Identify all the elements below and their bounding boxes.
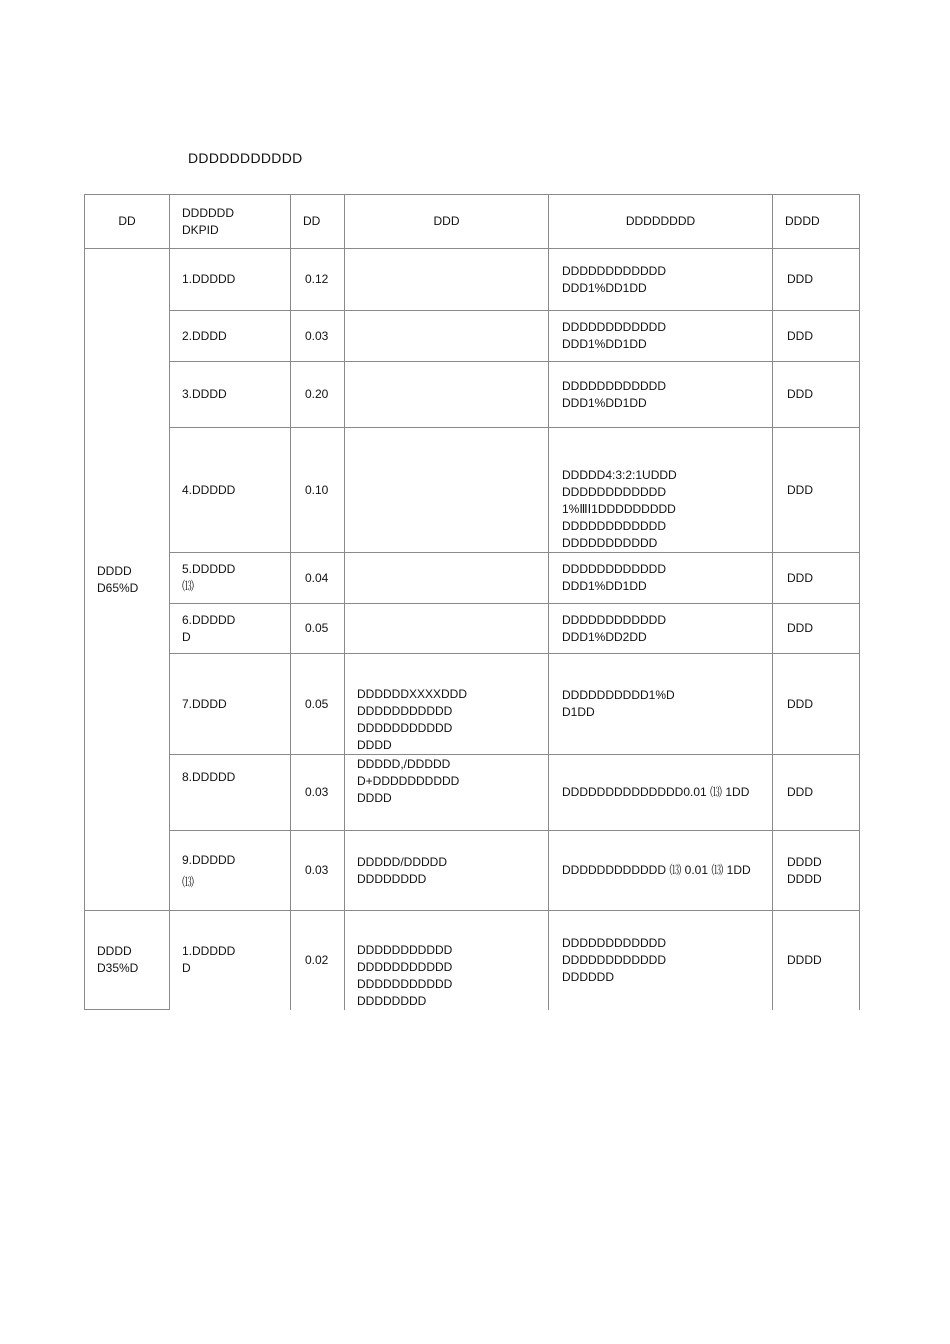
recorder-cell: DDD	[773, 755, 860, 831]
recorder-cell: DDD	[773, 553, 860, 604]
table-row	[85, 831, 860, 911]
standard-cell: DDDDDDDDDDDD DDD1%DD2DD	[549, 604, 773, 654]
table-row	[85, 428, 860, 553]
standard-cell: DDDDDDDDDDDD ⒀ 0.01 ⒀ 1DD	[549, 831, 773, 911]
definition-cell	[345, 249, 549, 311]
weight-cell: 0.20	[291, 362, 345, 428]
definition-cell: DDDDDDXXXXDDD DDDDDDDDDDD DDDDDDDDDDD DDDD	[345, 654, 549, 755]
recorder-cell: DDDD DDDD	[773, 831, 860, 911]
definition-cell	[345, 604, 549, 654]
weight-cell: 0.05	[291, 654, 345, 755]
recorder-cell: DDD	[773, 654, 860, 755]
definition-cell: DDDDD/DDDDD DDDDDDDD	[345, 831, 549, 911]
definition-cell: DDDDDDDDDDD DDDDDDDDDDD DDDDDDDDDDD DDDDDDDD	[345, 911, 549, 1010]
weight-cell: 0.04	[291, 553, 345, 604]
recorder-cell: DDD	[773, 428, 860, 553]
standard-cell: DDDDDDDDDDDD DDD1%DD1DD	[549, 311, 773, 362]
kpi-item-cell: 4.DDDDD	[170, 428, 291, 553]
kpi-item-cell: 2.DDDD	[170, 311, 291, 362]
table-row	[85, 654, 860, 755]
table-row	[85, 755, 860, 831]
kpi-item-cell: 6.DDDDD D	[170, 604, 291, 654]
definition-cell: DDDDD,/DDDDD D+DDDDDDDDDD DDDD	[345, 755, 549, 831]
recorder-cell: DDD	[773, 604, 860, 654]
kpi-item-cell: 1.DDDDD D	[170, 911, 291, 1010]
recorder-cell: DDD	[773, 311, 860, 362]
header-category: DD	[85, 195, 170, 249]
standard-cell: DDDDDDDDDDDD DDD1%DD1DD	[549, 553, 773, 604]
kpi-item-cell: 1.DDDDD	[170, 249, 291, 311]
table-row	[85, 362, 860, 428]
standard-cell: DDDDDDDDDDDD DDD1%DD1DD	[549, 362, 773, 428]
table-row	[85, 911, 860, 1010]
definition-cell	[345, 311, 549, 362]
standard-cell: DDDDDDDDDD1%D D1DD	[549, 654, 773, 755]
kpi-item-cell: 8.DDDDD	[170, 755, 291, 831]
table-row	[85, 604, 860, 654]
table-row	[85, 249, 860, 311]
kpi-item-cell: 9.DDDDD ⒀	[170, 831, 291, 911]
header-standard: DDDDDDDD	[549, 195, 773, 249]
kpi-item-cell: 3.DDDD	[170, 362, 291, 428]
table-row	[85, 553, 860, 604]
definition-cell	[345, 428, 549, 553]
standard-cell: DDDDDDDDDDDD DDDDDDDDDDDD DDDDDD	[549, 911, 773, 1010]
recorder-cell: DDD	[773, 249, 860, 311]
header-weight: DD	[291, 195, 345, 249]
weight-cell: 0.05	[291, 604, 345, 654]
kpi-table	[84, 194, 860, 1010]
table-row	[85, 311, 860, 362]
standard-cell: DDDDDDDDDDDD DDD1%DD1DD	[549, 249, 773, 311]
category-cell: DDDD D35%D	[85, 911, 170, 1010]
table-header-row	[85, 195, 860, 249]
category-cell: DDDD D65%D	[85, 249, 170, 911]
header-kpi-item: DDDDDD DKPID	[170, 195, 291, 249]
standard-cell: DDDDDDDDDDDDDD0.01 ⒀ 1DD	[549, 755, 773, 831]
document-title: DDDDDDDDDDD	[188, 150, 303, 166]
kpi-item-cell: 5.DDDDD ⒀	[170, 553, 291, 604]
weight-cell: 0.02	[291, 911, 345, 1010]
weight-cell: 0.03	[291, 311, 345, 362]
standard-cell: DDDDD4:3:2:1UDDD DDDDDDDDDDDD 1%ⅢⅠ1DDDDDDDDD DDDDDDDDDDDD DDDDDDDDDDD	[549, 428, 773, 553]
recorder-cell: DDDD	[773, 911, 860, 1010]
header-recorder: DDDD	[773, 195, 860, 249]
kpi-item-cell: 7.DDDD	[170, 654, 291, 755]
recorder-cell: DDD	[773, 362, 860, 428]
definition-cell	[345, 553, 549, 604]
weight-cell: 0.12	[291, 249, 345, 311]
weight-cell: 0.10	[291, 428, 345, 553]
definition-cell	[345, 362, 549, 428]
weight-cell: 0.03	[291, 831, 345, 911]
weight-cell: 0.03	[291, 755, 345, 831]
header-definition: DDD	[345, 195, 549, 249]
